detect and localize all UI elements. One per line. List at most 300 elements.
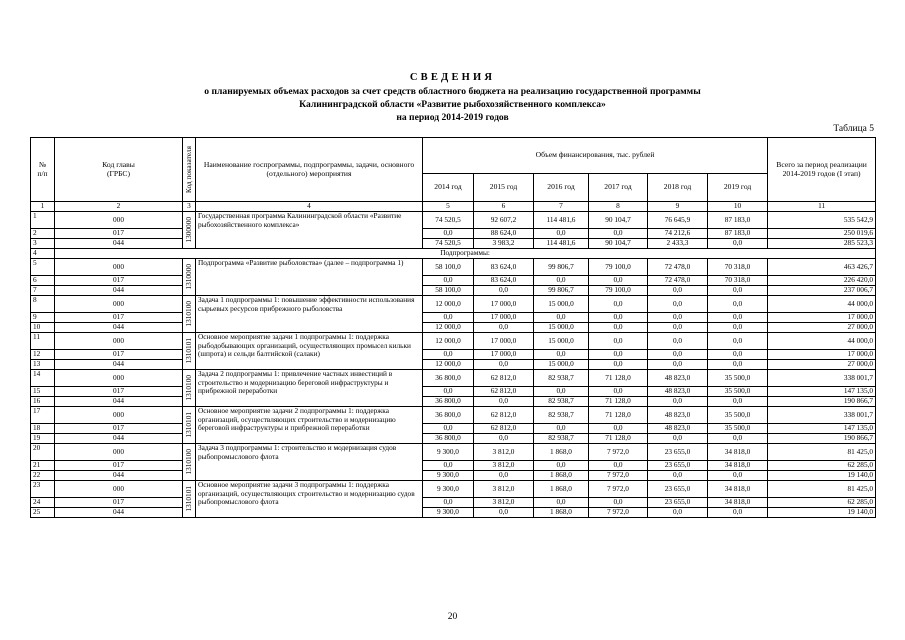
year-value: 0,0 <box>648 508 708 518</box>
total-value: 237 006,7 <box>768 286 876 296</box>
year-value: 36 800,0 <box>423 370 474 387</box>
year-value: 58 100,0 <box>423 259 474 276</box>
grbs-code: 000 <box>55 296 183 313</box>
year-value: 15 000,0 <box>534 296 589 313</box>
year-value: 0,0 <box>474 286 534 296</box>
year-value: 0,0 <box>589 333 648 350</box>
year-value: 0,0 <box>648 471 708 481</box>
total-value: 338 001,7 <box>768 370 876 387</box>
indicator-code-cell <box>183 370 196 407</box>
total-value: 44 000,0 <box>768 296 876 313</box>
year-value: 7 972,0 <box>589 444 648 461</box>
indicator-code-cell <box>183 296 196 333</box>
grbs-code: 044 <box>55 323 183 333</box>
year-value: 23 655,0 <box>648 461 708 471</box>
table-row <box>31 498 876 508</box>
year-value: 9 300,0 <box>423 508 474 518</box>
year-value: 35 500,0 <box>708 407 768 424</box>
grbs-code: 000 <box>55 481 183 498</box>
year-value: 0,0 <box>423 387 474 397</box>
total-value: 226 420,0 <box>768 276 876 286</box>
grbs-code: 044 <box>55 508 183 518</box>
grbs-code: 000 <box>55 259 183 276</box>
year-value: 0,0 <box>648 434 708 444</box>
row-number: 1 <box>31 212 55 229</box>
year-value: 0,0 <box>589 461 648 471</box>
column-number: 9 <box>648 202 708 212</box>
year-value: 48 823,0 <box>648 407 708 424</box>
year-value: 82 938,7 <box>534 370 589 387</box>
grbs-code: 017 <box>55 276 183 286</box>
header-nn: № п/п <box>31 138 55 202</box>
row-number: 3 <box>31 239 55 249</box>
year-value: 36 800,0 <box>423 434 474 444</box>
year-value: 70 318,0 <box>708 276 768 286</box>
grbs-code: 044 <box>55 397 183 407</box>
measure-name: Государственная программа Калининградской области «Развитие рыбохозяйственного комплекса» <box>196 212 423 249</box>
row-number: 15 <box>31 387 55 397</box>
year-value: 90 104,7 <box>589 212 648 229</box>
year-value: 0,0 <box>708 508 768 518</box>
row-number: 7 <box>31 286 55 296</box>
measure-name: Задача 3 подпрограммы 1: строительство и модернизация судов рыбопромыслового флота <box>196 444 423 481</box>
year-value: 0,0 <box>534 424 589 434</box>
row-number: 23 <box>31 481 55 498</box>
header-name: Наименование госпрограммы, подпрограммы, задачи, основного (отдельного) мероприятия <box>196 138 423 202</box>
header-year: 2018 год <box>648 174 708 202</box>
year-value: 0,0 <box>423 498 474 508</box>
table-row <box>31 259 876 276</box>
row-number: 12 <box>31 350 55 360</box>
row-number: 19 <box>31 434 55 444</box>
column-number: 11 <box>768 202 876 212</box>
year-value: 2 433,3 <box>648 239 708 249</box>
year-value: 7 972,0 <box>589 471 648 481</box>
total-value: 19 140,0 <box>768 508 876 518</box>
doc-subtitle-3: на период 2014-2019 годов <box>396 112 509 123</box>
year-value: 0,0 <box>534 387 589 397</box>
year-value: 17 000,0 <box>474 350 534 360</box>
year-value: 99 806,7 <box>534 286 589 296</box>
grbs-code: 017 <box>55 313 183 323</box>
row-number: 25 <box>31 508 55 518</box>
header-total: Всего за период реализации 2014-2019 годов (I этап) <box>768 138 876 202</box>
column-number: 3 <box>183 202 196 212</box>
measure-name: Основное мероприятие задачи 2 подпрограммы 1: поддержка организаций, осуществляющих строительство и модернизацию береговой инфраструктуры и прибрежной переработки <box>196 407 423 444</box>
grbs-code: 017 <box>55 498 183 508</box>
grbs-code: 017 <box>55 461 183 471</box>
table-row <box>31 397 876 407</box>
measure-name: Основное мероприятие задачи 3 подпрограммы 1: поддержка организаций, осуществляющих строительство и модернизацию судов рыбопромыслового флота <box>196 481 423 518</box>
total-value: 147 135,0 <box>768 424 876 434</box>
year-value: 0,0 <box>708 360 768 370</box>
year-value: 0,0 <box>708 239 768 249</box>
year-value: 48 823,0 <box>648 370 708 387</box>
year-value: 0,0 <box>423 461 474 471</box>
year-value: 0,0 <box>589 387 648 397</box>
table-row <box>31 434 876 444</box>
year-value: 0,0 <box>708 286 768 296</box>
table-row <box>31 387 876 397</box>
header-year: 2019 год <box>708 174 768 202</box>
year-value: 0,0 <box>474 471 534 481</box>
total-value: 147 135,0 <box>768 387 876 397</box>
indicator-code: 1310100 <box>184 301 193 327</box>
year-value: 3 812,0 <box>474 498 534 508</box>
year-value: 7 972,0 <box>589 508 648 518</box>
year-value: 0,0 <box>589 229 648 239</box>
year-value: 23 655,0 <box>648 481 708 498</box>
year-value: 114 481,6 <box>534 212 589 229</box>
column-number: 8 <box>589 202 648 212</box>
header-code: Код главы (ГРБС) <box>55 138 183 202</box>
year-value: 36 800,0 <box>423 397 474 407</box>
grbs-code: 000 <box>55 212 183 229</box>
table-row <box>31 286 876 296</box>
year-value: 23 655,0 <box>648 444 708 461</box>
row-number: 2 <box>31 229 55 239</box>
year-value: 76 645,9 <box>648 212 708 229</box>
row-number: 17 <box>31 407 55 424</box>
year-value: 58 100,0 <box>423 286 474 296</box>
column-number: 7 <box>534 202 589 212</box>
row-number: 21 <box>31 461 55 471</box>
row-number: 6 <box>31 276 55 286</box>
table-row <box>31 481 876 498</box>
grbs-code: 000 <box>55 407 183 424</box>
row-number: 14 <box>31 370 55 387</box>
total-value: 463 426,7 <box>768 259 876 276</box>
year-value: 0,0 <box>648 360 708 370</box>
year-value: 0,0 <box>589 276 648 286</box>
year-value: 0,0 <box>708 313 768 323</box>
table-row <box>31 313 876 323</box>
indicator-code: 1310100 <box>184 449 193 475</box>
indicator-code: 1300000 <box>184 217 193 243</box>
row-number: 13 <box>31 360 55 370</box>
header-year: 2015 год <box>474 174 534 202</box>
table-row <box>31 229 876 239</box>
year-value: 34 818,0 <box>708 444 768 461</box>
year-value: 74 520,5 <box>423 239 474 249</box>
total-value: 17 000,0 <box>768 313 876 323</box>
year-value: 74 212,6 <box>648 229 708 239</box>
doc-subtitle-1: о планируемых объемах расходов за счет средств областного бюджета на реализацию государственной программы <box>204 86 701 97</box>
header-financing: Объем финансирования, тыс. рублей <box>423 138 768 174</box>
year-value: 0,0 <box>648 397 708 407</box>
column-number: 1 <box>31 202 55 212</box>
row-number: 22 <box>31 471 55 481</box>
section-label: Подпрограммы: <box>55 249 876 259</box>
year-value: 35 500,0 <box>708 387 768 397</box>
column-number: 5 <box>423 202 474 212</box>
year-value: 90 104,7 <box>589 239 648 249</box>
year-value: 15 000,0 <box>534 333 589 350</box>
header-year: 2016 год <box>534 174 589 202</box>
year-value: 3 812,0 <box>474 481 534 498</box>
year-value: 0,0 <box>474 397 534 407</box>
year-value: 12 000,0 <box>423 360 474 370</box>
table-row <box>31 444 876 461</box>
year-value: 0,0 <box>423 313 474 323</box>
year-value: 3 812,0 <box>474 461 534 471</box>
year-value: 62 812,0 <box>474 370 534 387</box>
year-value: 70 318,0 <box>708 259 768 276</box>
year-value: 3 812,0 <box>474 444 534 461</box>
row-number: 18 <box>31 424 55 434</box>
grbs-code: 044 <box>55 434 183 444</box>
row-number: 20 <box>31 444 55 461</box>
grbs-code: 044 <box>55 360 183 370</box>
year-value: 34 818,0 <box>708 461 768 471</box>
grbs-code: 000 <box>55 333 183 350</box>
total-value: 190 866,7 <box>768 397 876 407</box>
year-value: 0,0 <box>474 508 534 518</box>
doc-subtitle-2: Калининградской области «Развитие рыбохозяйственного комплекса» <box>299 99 606 110</box>
table-label: Таблица 5 <box>833 124 874 134</box>
year-value: 71 128,0 <box>589 434 648 444</box>
year-value: 0,0 <box>708 323 768 333</box>
year-value: 12 000,0 <box>423 296 474 313</box>
total-value: 190 866,7 <box>768 434 876 444</box>
year-value: 0,0 <box>589 296 648 313</box>
measure-name: Основное мероприятие задачи 1 подпрограммы 1: поддержка рыбодобывающих организаций, осуществляющих промысел кильки (шпрота) и сельди балтийской (салаки) <box>196 333 423 370</box>
year-value: 0,0 <box>589 313 648 323</box>
table-row <box>31 333 876 350</box>
header-year: 2014 год <box>423 174 474 202</box>
year-value: 62 812,0 <box>474 387 534 397</box>
year-value: 48 823,0 <box>648 424 708 434</box>
total-value: 250 019,6 <box>768 229 876 239</box>
year-value: 23 655,0 <box>648 498 708 508</box>
year-value: 71 128,0 <box>589 397 648 407</box>
total-value: 17 000,0 <box>768 350 876 360</box>
indicator-code-cell <box>183 481 196 518</box>
row-number: 11 <box>31 333 55 350</box>
grbs-code: 017 <box>55 387 183 397</box>
year-value: 79 100,0 <box>589 286 648 296</box>
year-value: 92 607,2 <box>474 212 534 229</box>
grbs-code: 017 <box>55 229 183 239</box>
year-value: 1 868,0 <box>534 444 589 461</box>
year-value: 0,0 <box>534 498 589 508</box>
year-value: 0,0 <box>589 424 648 434</box>
year-value: 82 938,7 <box>534 397 589 407</box>
year-value: 0,0 <box>589 323 648 333</box>
year-value: 15 000,0 <box>534 323 589 333</box>
year-value: 0,0 <box>708 397 768 407</box>
year-value: 9 300,0 <box>423 444 474 461</box>
total-value: 62 285,0 <box>768 461 876 471</box>
row-number: 5 <box>31 259 55 276</box>
row-number: 4 <box>31 249 55 259</box>
year-value: 99 806,7 <box>534 259 589 276</box>
year-value: 0,0 <box>648 313 708 323</box>
year-value: 0,0 <box>708 434 768 444</box>
row-number: 8 <box>31 296 55 313</box>
year-value: 34 818,0 <box>708 481 768 498</box>
grbs-code: 000 <box>55 370 183 387</box>
table-row <box>31 461 876 471</box>
column-number: 4 <box>196 202 423 212</box>
grbs-code: 017 <box>55 350 183 360</box>
year-value: 17 000,0 <box>474 296 534 313</box>
financing-table <box>30 137 876 518</box>
indicator-code: 1310100 <box>184 375 193 401</box>
section-row <box>31 249 876 259</box>
table-row <box>31 360 876 370</box>
year-value: 0,0 <box>648 323 708 333</box>
year-value: 114 481,6 <box>534 239 589 249</box>
column-number: 6 <box>474 202 534 212</box>
total-value: 285 523,3 <box>768 239 876 249</box>
total-value: 62 285,0 <box>768 498 876 508</box>
year-value: 12 000,0 <box>423 323 474 333</box>
year-value: 62 812,0 <box>474 424 534 434</box>
table-row <box>31 296 876 313</box>
indicator-code: 1310101 <box>184 412 193 438</box>
doc-title: СВЕДЕНИЯ <box>409 72 496 83</box>
year-value: 0,0 <box>474 434 534 444</box>
year-value: 62 812,0 <box>474 407 534 424</box>
indicator-code-cell <box>183 212 196 249</box>
row-number: 24 <box>31 498 55 508</box>
table-row <box>31 239 876 249</box>
year-value: 15 000,0 <box>534 360 589 370</box>
year-value: 3 983,2 <box>474 239 534 249</box>
year-value: 0,0 <box>589 360 648 370</box>
year-value: 0,0 <box>708 471 768 481</box>
header-column-numbers <box>31 202 876 212</box>
year-value: 9 300,0 <box>423 481 474 498</box>
year-value: 79 100,0 <box>589 259 648 276</box>
table-row <box>31 508 876 518</box>
row-number: 10 <box>31 323 55 333</box>
year-value: 71 128,0 <box>589 407 648 424</box>
year-value: 7 972,0 <box>589 481 648 498</box>
year-value: 83 624,0 <box>474 259 534 276</box>
year-value: 35 500,0 <box>708 424 768 434</box>
year-value: 0,0 <box>534 276 589 286</box>
indicator-code: 1310101 <box>184 338 193 364</box>
measure-name: Задача 1 подпрограммы 1: повышение эффективности использования сырьевых ресурсов прибрежного рыболовства <box>196 296 423 333</box>
grbs-code: 017 <box>55 424 183 434</box>
year-value: 72 478,0 <box>648 276 708 286</box>
year-value: 72 478,0 <box>648 259 708 276</box>
table-row <box>31 212 876 229</box>
indicator-code-cell <box>183 444 196 481</box>
total-value: 81 425,0 <box>768 481 876 498</box>
indicator-code-cell <box>183 407 196 444</box>
total-value: 27 000,0 <box>768 360 876 370</box>
year-value: 0,0 <box>423 276 474 286</box>
year-value: 71 128,0 <box>589 370 648 387</box>
year-value: 74 520,5 <box>423 212 474 229</box>
indicator-code: 1310101 <box>184 486 193 512</box>
year-value: 0,0 <box>648 296 708 313</box>
year-value: 0,0 <box>648 350 708 360</box>
total-value: 338 001,7 <box>768 407 876 424</box>
year-value: 1 868,0 <box>534 481 589 498</box>
year-value: 36 800,0 <box>423 407 474 424</box>
grbs-code: 044 <box>55 286 183 296</box>
table-row <box>31 370 876 387</box>
year-value: 12 000,0 <box>423 333 474 350</box>
year-value: 1 868,0 <box>534 508 589 518</box>
total-value: 27 000,0 <box>768 323 876 333</box>
column-number: 10 <box>708 202 768 212</box>
table-row <box>31 350 876 360</box>
year-value: 17 000,0 <box>474 313 534 323</box>
year-value: 0,0 <box>474 360 534 370</box>
measure-name: Подпрограмма «Развитие рыболовства» (далее – подпрограмма 1) <box>196 259 423 296</box>
table-row <box>31 424 876 434</box>
year-value: 88 624,0 <box>474 229 534 239</box>
year-value: 0,0 <box>589 350 648 360</box>
year-value: 87 183,0 <box>708 212 768 229</box>
year-value: 0,0 <box>589 498 648 508</box>
grbs-code: 044 <box>55 471 183 481</box>
year-value: 0,0 <box>474 323 534 333</box>
year-value: 0,0 <box>708 333 768 350</box>
table-row <box>31 407 876 424</box>
year-value: 0,0 <box>534 350 589 360</box>
grbs-code: 044 <box>55 239 183 249</box>
total-value: 535 542,9 <box>768 212 876 229</box>
year-value: 87 183,0 <box>708 229 768 239</box>
year-value: 0,0 <box>423 229 474 239</box>
year-value: 0,0 <box>534 461 589 471</box>
year-value: 0,0 <box>534 313 589 323</box>
year-value: 0,0 <box>648 286 708 296</box>
year-value: 34 818,0 <box>708 498 768 508</box>
indicator-code-cell <box>183 333 196 370</box>
table-row <box>31 323 876 333</box>
column-number: 2 <box>55 202 183 212</box>
total-value: 19 140,0 <box>768 471 876 481</box>
year-value: 83 624,0 <box>474 276 534 286</box>
grbs-code: 000 <box>55 444 183 461</box>
table-row <box>31 471 876 481</box>
measure-name: Задача 2 подпрограммы 1: привлечение частных инвестиций в строительство и модернизацию береговой инфраструктуры и прибрежной переработки <box>196 370 423 407</box>
year-value: 35 500,0 <box>708 370 768 387</box>
table-body <box>31 212 876 518</box>
year-value: 0,0 <box>708 296 768 313</box>
year-value: 17 000,0 <box>474 333 534 350</box>
table-row <box>31 276 876 286</box>
year-value: 82 938,7 <box>534 434 589 444</box>
row-number: 16 <box>31 397 55 407</box>
row-number: 9 <box>31 313 55 323</box>
total-value: 44 000,0 <box>768 333 876 350</box>
year-value: 1 868,0 <box>534 471 589 481</box>
header-year: 2017 год <box>589 174 648 202</box>
indicator-code-cell <box>183 259 196 296</box>
year-value: 9 300,0 <box>423 471 474 481</box>
year-value: 0,0 <box>534 229 589 239</box>
header-indicator-label: Код показателя <box>184 145 193 194</box>
year-value: 0,0 <box>423 424 474 434</box>
header-indicator <box>183 138 196 202</box>
year-value: 0,0 <box>708 350 768 360</box>
year-value: 48 823,0 <box>648 387 708 397</box>
year-value: 82 938,7 <box>534 407 589 424</box>
indicator-code: 1310000 <box>184 264 193 290</box>
total-value: 81 425,0 <box>768 444 876 461</box>
page-number: 20 <box>447 612 458 622</box>
year-value: 0,0 <box>648 333 708 350</box>
year-value: 0,0 <box>423 350 474 360</box>
